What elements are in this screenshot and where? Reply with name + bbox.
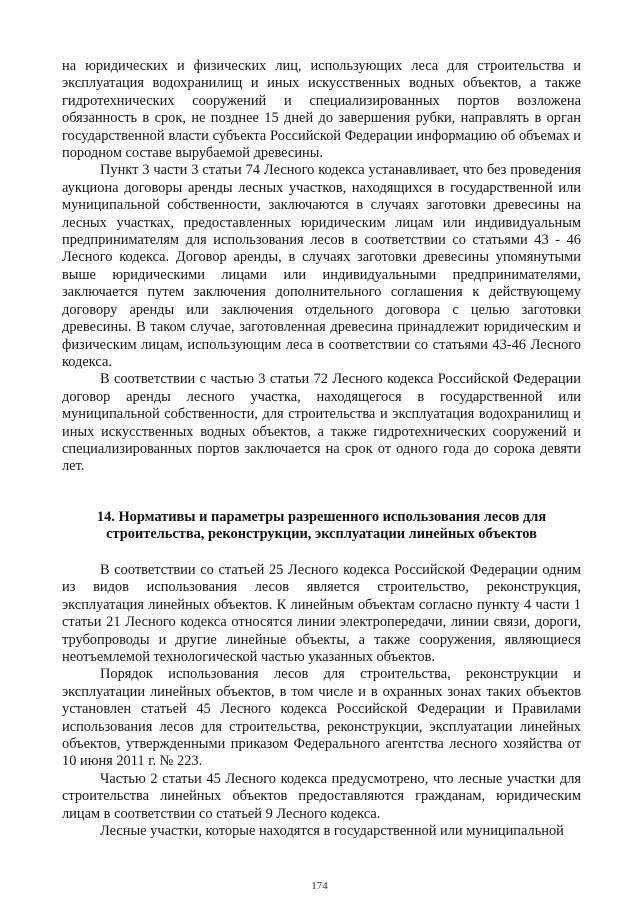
body-text-bottom	[62, 562, 581, 841]
paragraph: Пункт 3 части 3 статьи 74 Лесного кодекса устанавливает, что без проведения аукциона договоры аренды лесных участков, находящихся в государственной или муниципальной собственности, заключаются в случаях заготовки древесины на лесных участках, предоставленных юридическим лицам или индивидуальным предпринимателям для использования лесов в соответствии со статьями 43 - 46 Лесного кодекса. Договор аренды, в случаях заготовки древесины упомянутыми выше юридическими лицами или индивидуальными предпринимателями, заключается путем заключения дополнительного соглашения к действующему договору аренды или заключения отдельного договора с целью заготовки древесины. В таком случае, заготовленная древесина принадлежит юридическим и физическим лицам, использующим леса в соответствии со статьями 43-46 Лесного кодекса.	[62, 162, 581, 370]
paragraph: Лесные участки, которые находятся в государственной или муниципальной	[100, 823, 564, 840]
paragraph: Порядок использования лесов для строительства, реконструкции и эксплуатации линейных объектов, в том числе и в охранных зонах таких объектов установлен статьей 45 Лесного кодекса Российской Федерации и Правилами использования лесов для строительства, реконструкции, эксплуатации линейных объектов, утвержденными приказом Федерального агентства лесного хозяйства от 10 июня 2011 г. № 223.	[62, 666, 581, 770]
body-text-top	[62, 58, 581, 476]
paragraph-continued: на юридических и физических лиц, использующих леса для строительства и эксплуатация водохранилищ и иных искусственных водных объектов, а также гидротехнических сооружений и специализированных портов возложена обязанность в срок, не позднее 15 дней до завершения рубки, направлять в орган государственной власти субъекта Российской Федерации информацию об объемах и породном составе вырубаемой древесины.	[62, 58, 581, 162]
paragraph: В соответствии с частью 3 статьи 72 Лесного кодекса Российской Федерации договор аренды лесного участка, находящегося в государственной или муниципальной собственности, для строительства и эксплуатация водохранилищ и иных искусственных водных объектов, а также гидротехнических сооружений и специализированных портов заключается на срок от одного года до сорока девяти лет.	[62, 371, 581, 475]
section-heading: 14. Нормативы и параметры разрешенного использования лесов для строительства, реконструкции, эксплуатации линейных объектов	[96, 509, 547, 543]
page-number: 174	[311, 880, 328, 892]
paragraph: Частью 2 статьи 45 Лесного кодекса предусмотрено, что лесные участки для строительства линейных объектов предоставляются гражданам, юридическим лицам в соответствии со статьей 9 Лесного кодекса.	[62, 770, 581, 822]
paragraph: В соответствии со статьей 25 Лесного кодекса Российской Федерации одним из видов использования лесов является строительство, реконструкция, эксплуатация линейных объектов. К линейным объектам согласно пункту 4 части 1 статьи 21 Лесного кодекса относятся линии электропередачи, линии связи, дороги, трубопроводы и другие линейные объекты, а также сооружения, являющиеся неотъемлемой технологической частью указанных объектов.	[62, 562, 581, 666]
